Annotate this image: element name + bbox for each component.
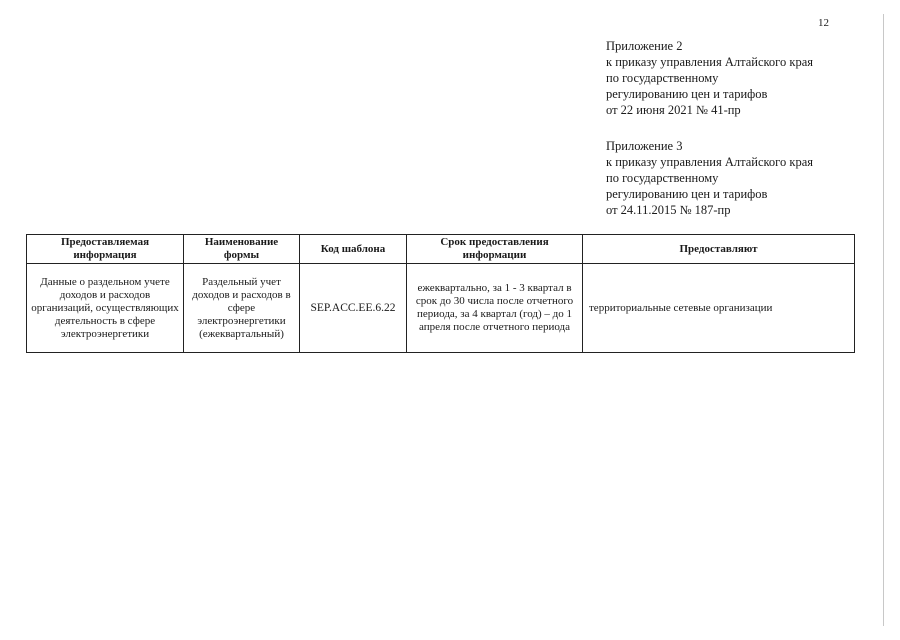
column-header-template-code: Код шаблона: [300, 235, 407, 264]
column-header-submitters: Предоставляют: [583, 235, 855, 264]
page-number: 12: [818, 17, 829, 29]
column-header-deadline: Срок предоставления информации: [407, 235, 583, 264]
cell-template-code: SEP.ACC.EE.6.22: [300, 264, 407, 353]
appendix-2-line: по государственному: [606, 71, 719, 85]
appendix-3-line: регулированию цен и тарифов: [606, 187, 768, 201]
cell-information: Данные о раздельном учете доходов и расходов организаций, осуществляющих деятельность в сфере электроэнергетики: [27, 264, 184, 353]
table-row: [27, 264, 855, 353]
appendix-3-line: к приказу управления Алтайского края: [606, 155, 813, 169]
appendix-3-line: Приложение 3: [606, 139, 683, 153]
table-header-row: [27, 235, 855, 264]
column-header-form-name: Наименование формы: [184, 235, 300, 264]
appendix-2-line: Приложение 2: [606, 39, 683, 53]
appendix-2-line: от 22 июня 2021 № 41-пр: [606, 103, 741, 117]
page-edge-divider: [883, 14, 884, 626]
appendix-2-line: к приказу управления Алтайского края: [606, 55, 813, 69]
reporting-table: [26, 234, 855, 353]
appendix-2-header: [606, 38, 813, 118]
appendix-3-header: [606, 138, 813, 218]
appendix-3-line: от 24.11.2015 № 187-пр: [606, 203, 731, 217]
cell-deadline: ежеквартально, за 1 - 3 квартал в срок до 30 числа после отчетного периода, за 4 квартал (год) – до 1 апреля после отчетного периода: [407, 264, 583, 353]
column-header-information: Предоставляемая информация: [27, 235, 184, 264]
appendix-2-line: регулированию цен и тарифов: [606, 87, 768, 101]
cell-submitters: территориальные сетевые организации: [583, 264, 855, 353]
appendix-3-line: по государственному: [606, 171, 719, 185]
cell-form-name: Раздельный учет доходов и расходов в сфере электроэнергетики (ежеквартальный): [184, 264, 300, 353]
